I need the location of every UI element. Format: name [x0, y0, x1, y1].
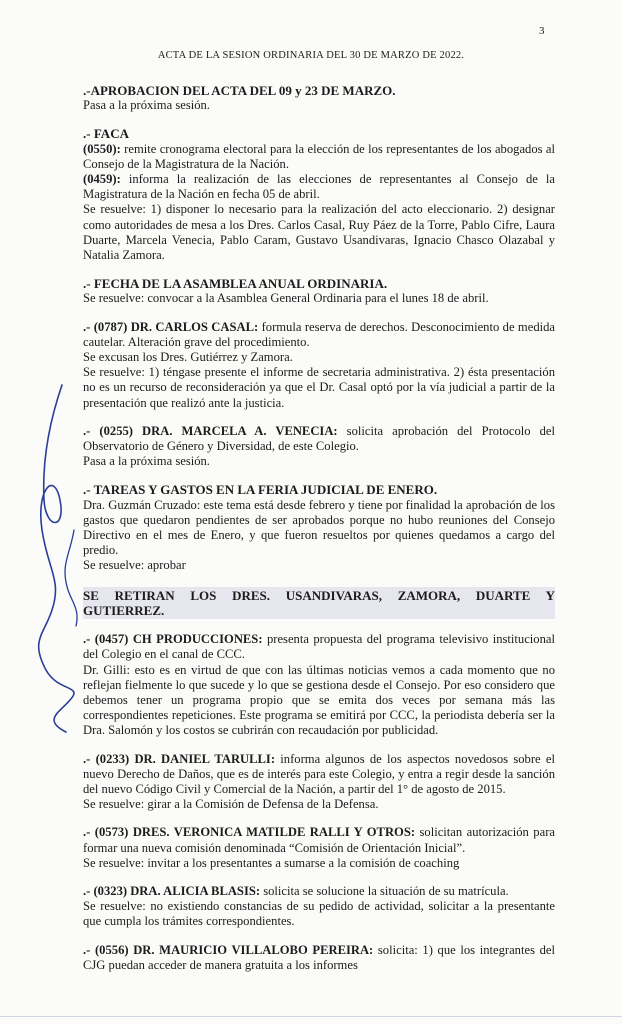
handwritten-signature-icon [22, 380, 92, 740]
section-text [83, 424, 555, 454]
file-heading: .- (0457) CH PRODUCCIONES: [83, 632, 263, 647]
text-fragment: solicita se solucione la situación de su matrícula. [260, 883, 509, 898]
section-text [83, 943, 555, 973]
withdrawal-line: SE RETIRAN LOS DRES. USANDIVARAS, ZAMORA, DUARTE Y [83, 587, 555, 603]
section-text [83, 825, 555, 855]
section-heading: .- TAREAS Y GASTOS EN LA FERIA JUDICIAL DE ENERO. [83, 482, 438, 498]
section-text: Se excusan los Dres. Gutiérrez y Zamora. [83, 350, 293, 365]
minutes-body [83, 83, 555, 986]
page-header: ACTA DE LA SESION ORDINARIA DEL 30 DE MARZO DE 2022. [157, 50, 465, 61]
resolution-text: Se resuelve: invitar a los presentantes a sumarse a la comisión de coaching [83, 855, 460, 870]
file-heading: .- (0573) DRES. VERONICA MATILDE RALLI Y OTROS: [83, 825, 416, 840]
section-text: Dr. Gilli: esto es en virtud de que con las últimas noticias vemos a cada momento que no reflejan fielmente lo que sucede y lo que se gestiona desde el Consejo. Por eso considero que debemos tener un programa propio que se emita dos veces por semana más las correspondientes repeticiones. Este programa se emitirá por CCC, la periodista debería ser la Dra. Salomón y los costos se cubrirán con recaudación por publicidad. [83, 662, 555, 738]
section-text [83, 884, 555, 899]
file-heading: .- (0787) DR. CARLOS CASAL: [83, 319, 259, 334]
resolution-text: Se resuelve: 1) disponer lo necesario para la realización del acto eleccionario. 2) designar como autoridades de mesa a los Dres. Carlos Casal, Ruy Páez de la Torre, Pablo Cifre, Laura Duarte, Marcela Venecia, Pablo Caram, Gustavo Usandivaras, Ignacio Chasco Olazabal y Natalia Zamora. [83, 202, 555, 263]
section-text [83, 752, 555, 798]
text-fragment: solicita: 1) que los integrantes del CJG puedan acceder de manera gratuita a los informes [83, 942, 555, 972]
withdrawal-notice [83, 587, 555, 619]
file-heading: .- (0233) DR. DANIEL TARULLI: [83, 751, 276, 766]
text-fragment: formula reserva de derechos. Desconocimiento de medida cautelar. Alteración grave del procedimiento. [83, 319, 556, 349]
section-ralli [83, 825, 555, 871]
resolution-text: Se resuelve: convocar a la Asamblea General Ordinaria para el lunes 18 de abril. [83, 291, 489, 306]
section-annual-assembly [83, 276, 555, 306]
text-fragment: presenta propuesta del programa televisivo institucional del Colegio en el canal de CCC. [83, 632, 555, 662]
section-villalobo [83, 943, 555, 973]
text-fragment: informa algunos de los aspectos novedosos sobre el nuevo Derecho de Daños, que es de interés para este Colegio, y entra a regir desde la sanción del nuevo Código Civil y Comercial de la Nación, a partir del 1° de agosto de 2015. [83, 751, 555, 796]
withdrawal-line: GUTIERREZ. [83, 602, 165, 618]
text-fragment: solicitan autorización para formar una nueva comisión denominada “Comisión de Orientación Inicial”. [83, 825, 555, 855]
section-text [83, 142, 555, 172]
section-heading: .- FACA [83, 126, 129, 142]
file-heading: .- (0556) DR. MAURICIO VILLALOBO PEREIRA: [83, 942, 374, 957]
section-heading: .-APROBACION DEL ACTA DEL 09 y 23 DE MARZO. [83, 83, 396, 98]
file-heading: .- (0255) DRA. MARCELA A. VENECIA: [83, 423, 338, 438]
section-text: Dra. Guzmán Cruzado: este tema está desde febrero y tiene por finalidad la aprobación de los gastos que quedaron pendientes de ser aprobados porque no hubo reuniones del Consejo Directivo en el mes de Enero, y que fueron resueltos por quienes quedamos a cargo del predio. [83, 497, 555, 558]
text-fragment: informa la realización de las elecciones de representantes al Consejo de la Magistratura de la Nación en fecha 05 de abril. [83, 172, 555, 202]
section-ch-producciones [83, 632, 555, 738]
section-feria-judicial [83, 482, 555, 573]
section-text [83, 320, 555, 350]
file-heading: .- (0323) DRA. ALICIA BLASIS: [83, 883, 261, 898]
section-tarulli [83, 752, 555, 813]
section-text: Pasa a la próxima sesión. [83, 98, 210, 113]
section-casal [83, 320, 555, 411]
resolution-text: Se resuelve: 1) téngase presente el informe de secretaria administrativa. 2) ésta presentación no es un recurso de reconsideración ya que el Dr. Casal optó por la vía judicial a partir de la presentación que realizó ante la justicia. [83, 365, 555, 410]
resolution-text: Se resuelve: girar a la Comisión de Defensa de la Defensa. [83, 797, 379, 812]
section-text [83, 172, 555, 202]
section-acta-approval [83, 83, 555, 113]
resolution-text: Se resuelve: no existiendo constancias de su pedido de actividad, solicitar a la presentante que cumpla los trámites correspondientes. [83, 899, 555, 929]
file-code: (0550): [83, 141, 121, 156]
section-text: Pasa a la próxima sesión. [83, 454, 210, 469]
text-fragment: solicita aprobación del Protocolo del Observatorio de Género y Diversidad, de este Colegio. [83, 423, 555, 454]
resolution-text: Se resuelve: aprobar [83, 558, 186, 573]
page-number: 3 [539, 25, 545, 37]
text-fragment: remite cronograma electoral para la elección de los representantes de los abogados al Consejo de la Magistratura de la Nación. [83, 141, 555, 171]
section-heading: .- FECHA DE LA ASAMBLEA ANUAL ORDINARIA. [83, 276, 388, 292]
section-faca [83, 126, 555, 263]
section-blasis [83, 884, 555, 930]
page-bottom-rule [0, 1016, 622, 1017]
section-venecia [83, 424, 555, 470]
section-text [83, 632, 555, 662]
file-code: (0459): [83, 172, 121, 187]
